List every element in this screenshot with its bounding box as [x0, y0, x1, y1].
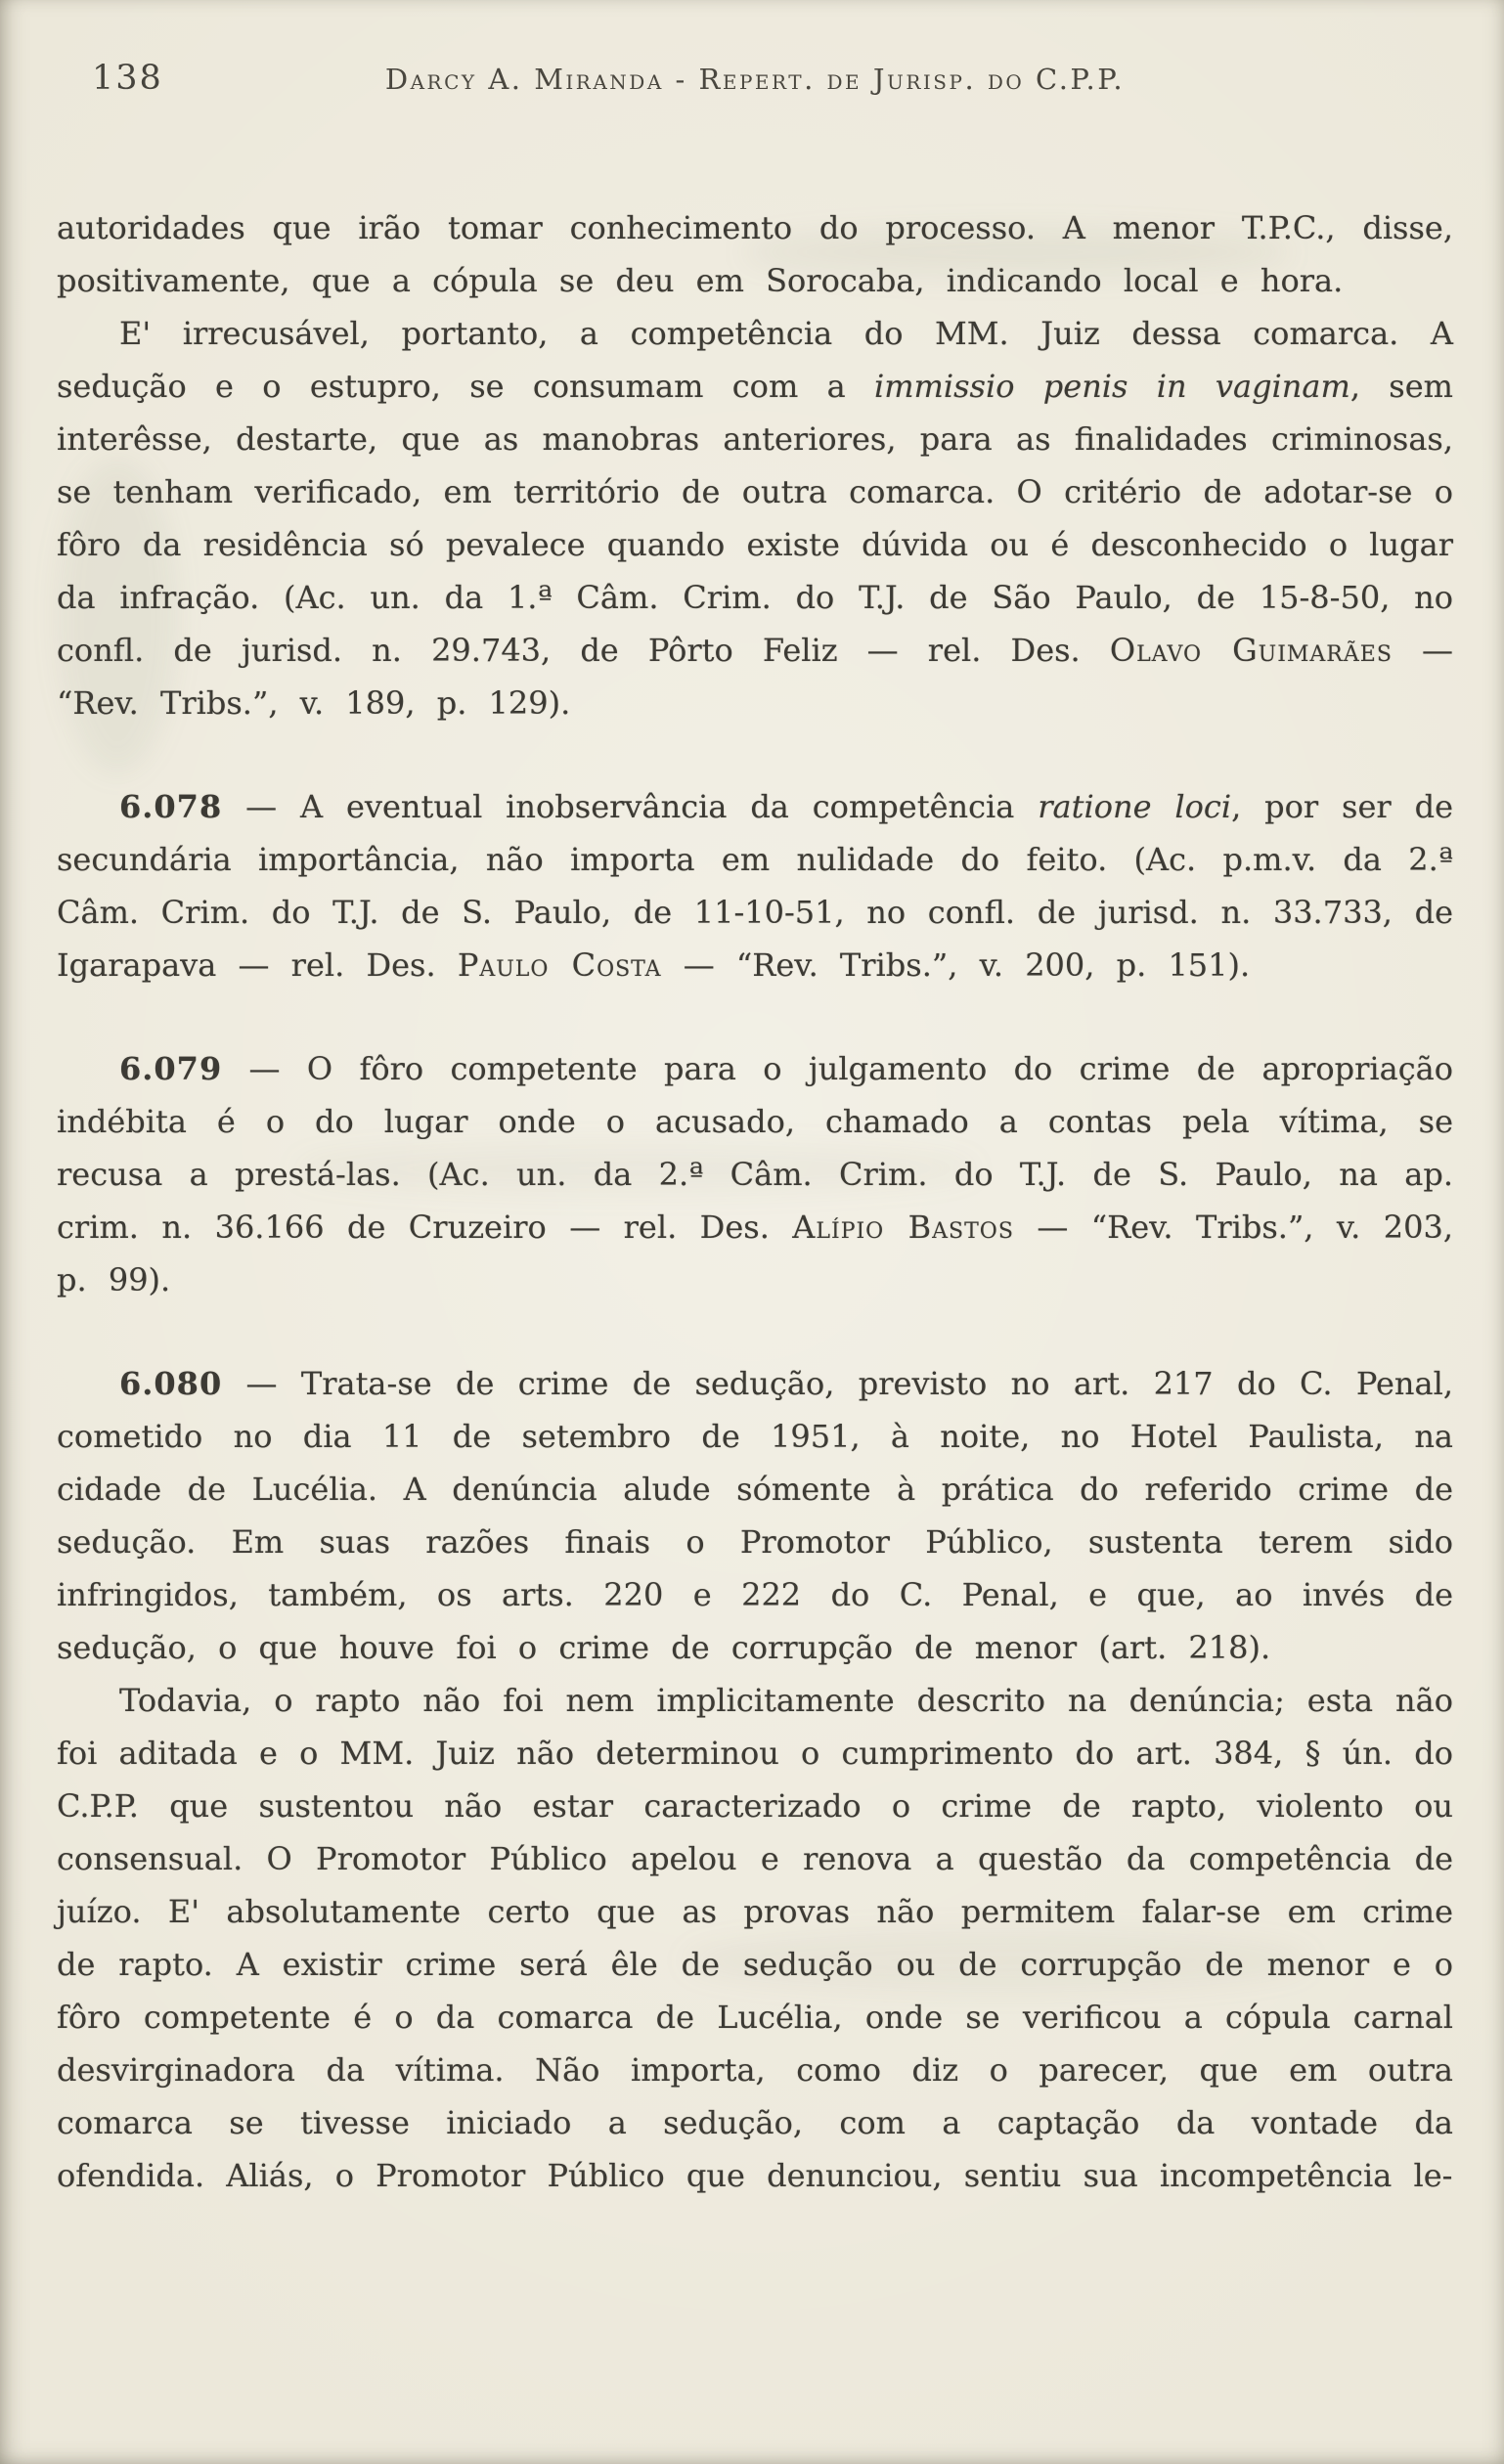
text-run: , sem interêsse, destarte, que as manobras anteriores, para as finalidades criminosas, se tenham verificado, em território de outra comarca. O critério de adotar-se o fôro da residência só pevalece quando existe dúvida ou é desconhecido o lugar da infração. (Ac. un. da 1.ª Câm. Crim. do T.J. de São Paulo, de 15-8-50, no confl. de jurisd. n. 29.743, de Pôrto Feliz — rel. Des.	[57, 368, 1454, 669]
text-run: 6.080	[119, 1365, 223, 1402]
text-run: — “Rev. Tribs.”, v. 189, p. 129).	[57, 632, 1454, 722]
text-run: — “Rev. Tribs.”, v. 200, p. 151).	[661, 946, 1251, 984]
page-header	[57, 57, 1453, 106]
text-run: — A eventual inobservância da competência	[222, 788, 1039, 825]
text-run: Paulo Costa	[457, 946, 662, 984]
paragraph	[57, 307, 1453, 729]
text-run: Todavia, o rapto não foi nem implicitamente descrito na denúncia; esta não foi aditada e o MM. Juiz não determinou o cumprimento do art. 384, § ún. do C.P.P. que sustentou não estar caracterizado o crime de rapto, violento ou consensual. O Promotor Público apelou e renova a questão da competência de juízo. E' absolutamente certo que as provas não permitem falar-se em crime de rapto. A existir crime será êle de sedução ou de corrupção de menor e o fôro competente é o da comarca de Lucélia, onde se verificou a cópula carnal desvirginadora da vítima. Não importa, como diz o parecer, que em outra comarca se tivesse iniciado a sedução, com a captação da vontade da ofendida. Aliás, o Promotor Público que denunciou, sentiu sua incompetência le-	[57, 1682, 1453, 2194]
paragraph	[57, 1357, 1453, 1674]
text-run: E' irrecusável, portanto, a competência do MM. Juiz dessa comarca. A sedução e o estupro, se consumam com a	[57, 315, 1453, 405]
paragraph	[57, 780, 1453, 991]
paragraph	[57, 201, 1453, 307]
text-run: — “Rev. Tribs.”, v. 203, p. 99).	[57, 1209, 1454, 1298]
paragraph	[57, 1042, 1453, 1306]
text-block	[57, 201, 1453, 2202]
text-run: 6.078	[119, 788, 223, 825]
paragraph	[57, 1674, 1453, 2202]
text-run: — O fôro competente para o julgamento do crime de apropriação indébita é o do lugar onde o acusado, chamado a contas pela vítima, se recusa a prestá-las. (Ac. un. da 2.ª Câm. Crim. do T.J. de S. Paulo, na ap. crim. n. 36.166 de Cruzeiro — rel. Des.	[57, 1050, 1453, 1246]
text-run: , por ser de secundária importância, não importa em nulidade do feito. (Ac. p.m.v. da 2.ª Câm. Crim. do T.J. de S. Paulo, de 11-10-51, no confl. de jurisd. n. 33.733, de Igarapava — rel. Des.	[57, 788, 1454, 984]
text-run: immissio penis in vaginam	[873, 368, 1350, 405]
text-run: 6.079	[119, 1050, 223, 1087]
text-run: Olavo Guimarães	[1109, 632, 1393, 669]
text-run: — Trata-se de crime de sedução, previsto no art. 217 do C. Penal, cometido no dia 11 de setembro de 1951, à noite, no Hotel Paulista, na cidade de Lucélia. A denúncia alude sómente à prática do referido crime de sedução. Em suas razões finais o Promotor Público, sustenta terem sido infringidos, também, os arts. 220 e 222 do C. Penal, e que, ao invés de sedução, o que houve foi o crime de corrupção de menor (art. 218).	[57, 1365, 1453, 1666]
text-run: Alípio Bastos	[792, 1209, 1014, 1246]
text-run: ratione loci	[1038, 788, 1232, 825]
page-number: 138	[92, 59, 163, 98]
text-run: autoridades que irão tomar conhecimento do processo. A menor T.P.C., disse, positivamente, que a cópula se deu em Sorocaba, indicando local e hora.	[57, 209, 1453, 299]
running-title: Darcy A. Miranda - Repert. de Jurisp. do C.P.P.	[384, 63, 1126, 96]
